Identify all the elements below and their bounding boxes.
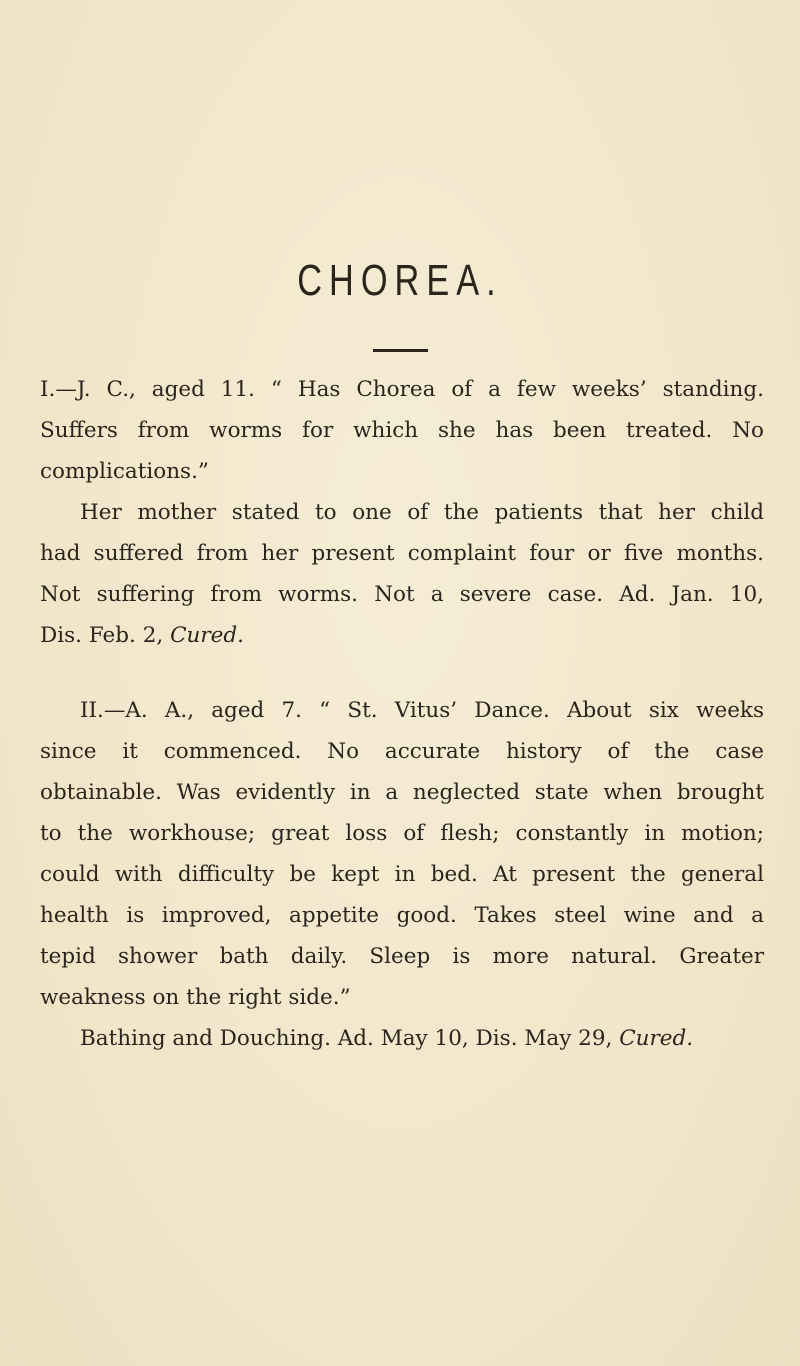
text-line: II.—A. A., aged 7. “ St. Vitus’ Dance. About six weeks <box>80 698 764 723</box>
title-rule <box>373 349 428 352</box>
text-line-final <box>40 615 764 656</box>
text-line: could with difficulty be kept in bed. At present the general <box>40 862 764 887</box>
case-outcome: Cured. <box>170 623 244 648</box>
case-outcome: Cured. <box>619 1026 694 1051</box>
page-title: CHOREA. <box>297 256 503 305</box>
text-line: Not suffering from worms. Not a severe case. Ad. Jan. 10, <box>40 582 764 607</box>
text-line-final <box>40 1018 764 1059</box>
text-line: health is improved, appetite good. Takes steel wine and a <box>40 903 764 928</box>
text-line: had suffered from her present complaint four or five months. <box>40 541 764 566</box>
text-line: Bathing and Douching. Ad. May 10, Dis. May 29, <box>80 1026 613 1051</box>
case-2 <box>40 690 764 1059</box>
text-line: to the workhouse; great loss of flesh; constantly in motion; <box>40 821 764 846</box>
text-line: obtainable. Was evidently in a neglected state when brought <box>40 780 764 805</box>
text-line: since it commenced. No accurate history of the case <box>40 739 764 764</box>
case-1 <box>40 369 764 656</box>
text-line: Suffers from worms for which she has been treated. No <box>40 418 764 443</box>
text-line: weakness on the right side.” <box>40 985 351 1010</box>
text-line: I.—J. C., aged 11. “ Has Chorea of a few weeks’ standing. <box>40 377 764 402</box>
text-line: Her mother stated to one of the patients that her child <box>80 500 764 525</box>
text-line: complications.” <box>40 459 209 484</box>
text-line: tepid shower bath daily. Sleep is more natural. Greater <box>40 944 764 969</box>
text-line: Dis. Feb. 2, <box>40 623 164 648</box>
